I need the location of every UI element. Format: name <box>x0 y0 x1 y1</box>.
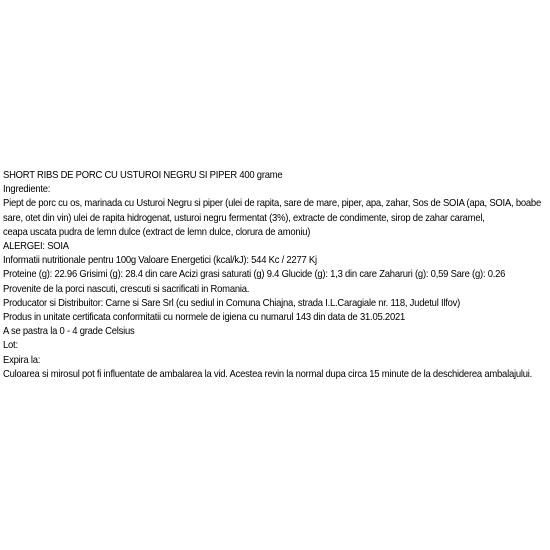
ingredients-line-3: ceapa uscata pudra de lemn dulce (extract de lemn dulce, clorura de amoniu) <box>3 225 311 238</box>
product-title: SHORT RIBS DE PORC CU USTUROI NEGRU SI PIPER 400 grame <box>3 169 283 181</box>
allergens-text: ALERGEI: SOIA <box>3 240 69 253</box>
ingredients-line-2: sare, otet din vin) ulei de rapita hidrogenat, usturoi negru fermentat (3%), extracte de condimente, sirop de zahar caramel, <box>3 211 485 224</box>
product-label <box>3 168 548 381</box>
origin-text: Provenite de la porci nascuti, crescuti si sacrificati in Romania. <box>3 282 250 295</box>
lot-text: Lot: <box>3 339 18 352</box>
certification-text: Produs in unitate certificata conformitatii cu normele de igiena cu numarul 143 din data de 31.05.2021 <box>3 311 406 324</box>
packaging-note-text: Culoarea si mirosul pot fi influentate de ambalarea la vid. Acestea revin la normal dupa circa 15 minute de la deschiderea ambalajului. <box>3 367 533 380</box>
storage-text: A se pastra la 0 - 4 grade Celsius <box>3 325 135 338</box>
nutrition-energy-text: Informatii nutritionale pentru 100g Valoare Energetici (kcal/kJ): 544 Kc / 2277 Kj <box>3 254 317 267</box>
expiry-text: Expira la: <box>3 353 41 366</box>
nutrition-values-text: Proteine (g): 22.96 Grisimi (g): 28.4 din care Acizi grasi saturati (g) 9.4 Glucide (g): 1,3 din care Zaharuri (g): 0,59 Sare (g): 0.26 <box>3 268 506 281</box>
ingredients-line-1: Piept de porc cu os, marinada cu Usturoi Negru si piper (ulei de rapita, sare de mare, piper, apa, zahar, Sos de SOIA (apa, SOIA, boabe <box>3 197 541 210</box>
ingredients-heading: Ingrediente: <box>3 183 51 196</box>
producer-text: Producator si Distribuitor: Carne si Sare Srl (cu sediul in Comuna Chiajna, strada I.L.Caragiale nr. 118, Judetul Ilfov) <box>3 296 461 309</box>
